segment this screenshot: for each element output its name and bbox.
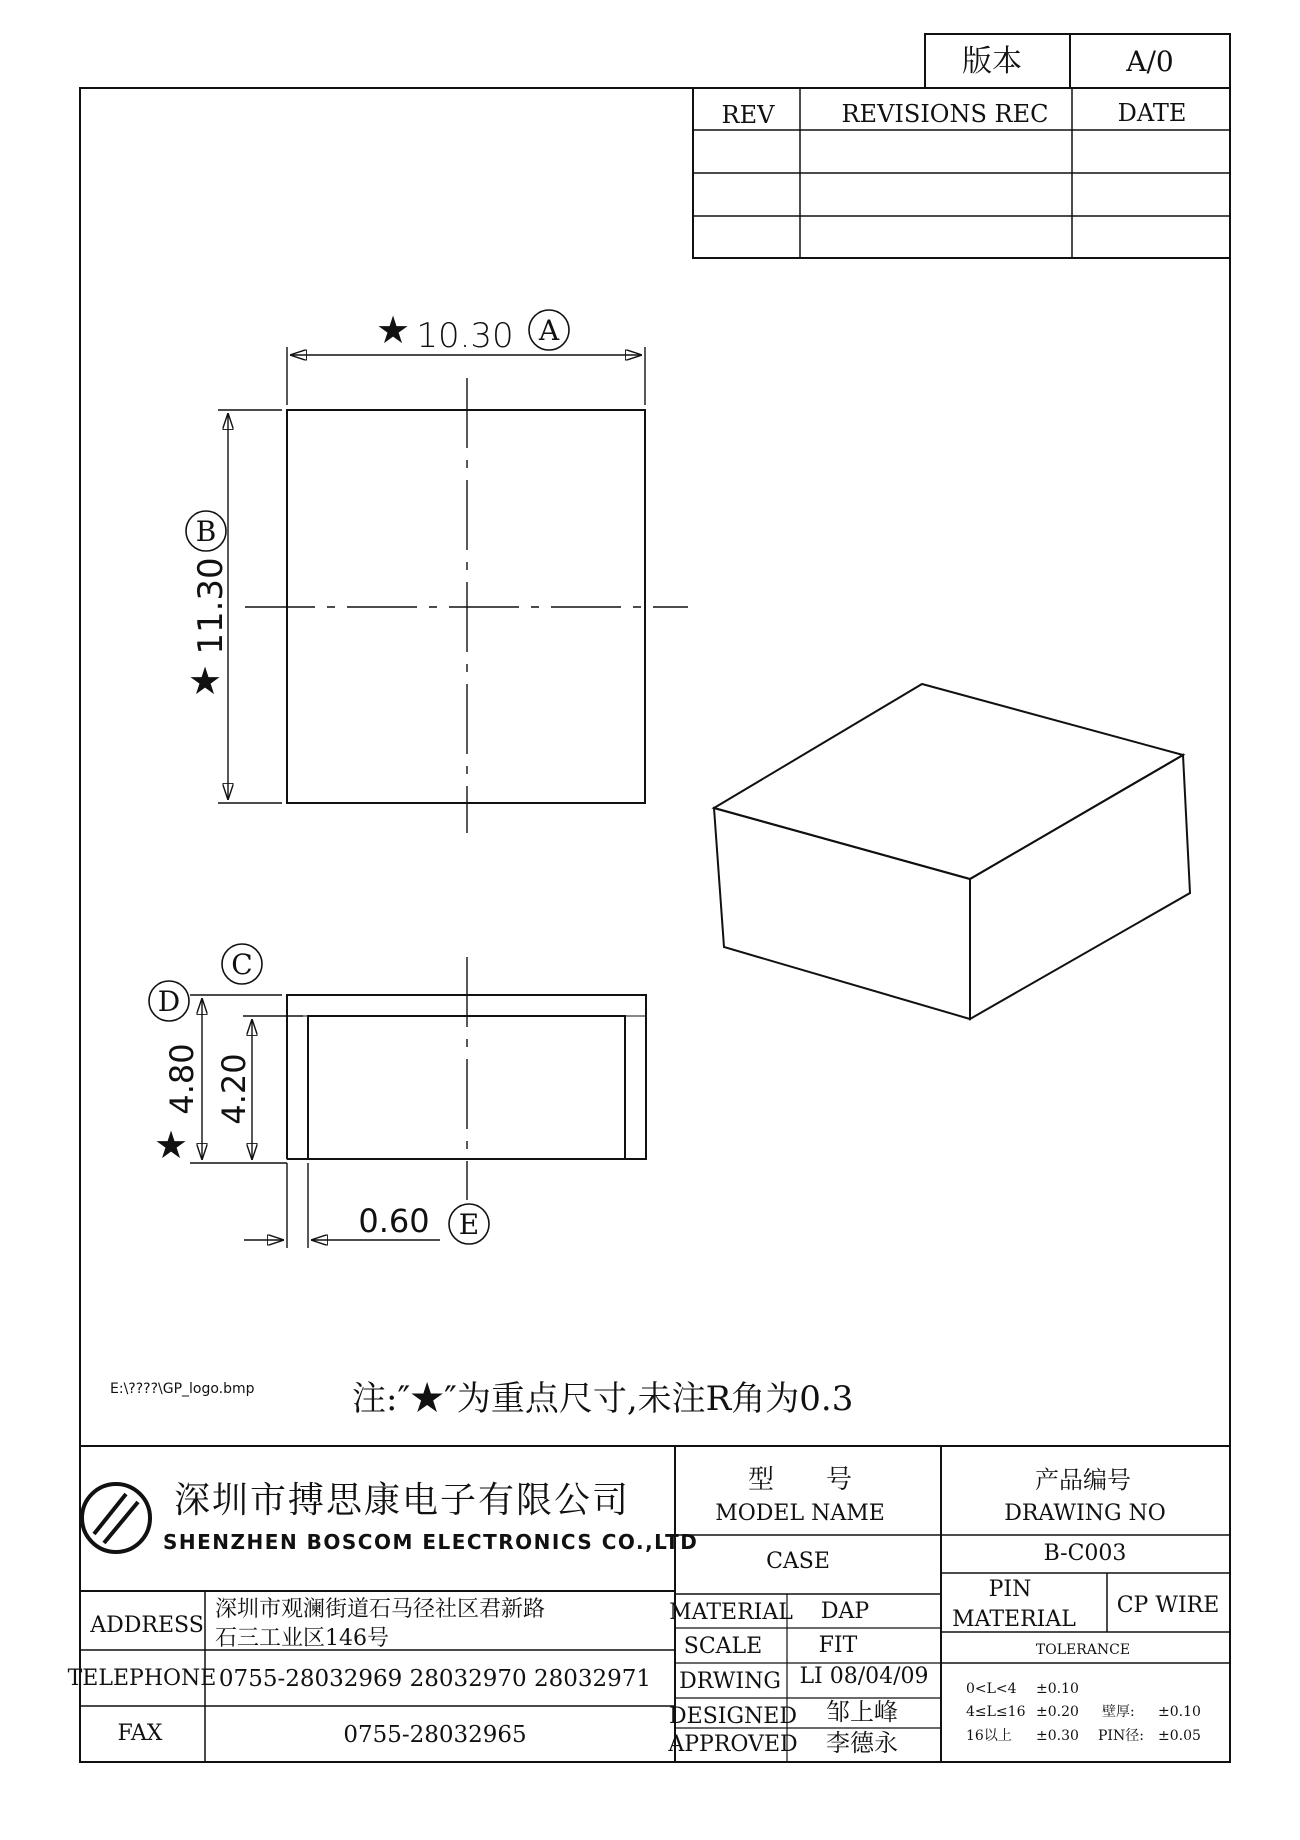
logo-path: E:\????\GP_logo.bmp [110, 1381, 255, 1397]
company-name-en: SHENZHEN BOSCOM ELECTRONICS CO.,LTD [163, 1530, 699, 1554]
model-name-value: CASE [766, 1549, 830, 1574]
wall-tolerance-value: ±0.10 [1158, 1704, 1201, 1720]
tolerance-range-1: 0<L<4 [966, 1681, 1017, 1697]
svg-text:E: E [458, 1208, 480, 1241]
section-view [149, 944, 646, 1248]
tolerance-range-2: 4≤L≤16 [966, 1704, 1026, 1720]
width-value: 10.30 [416, 316, 514, 356]
svg-text:C: C [231, 948, 253, 981]
tolerance-value-3: ±0.30 [1036, 1728, 1079, 1744]
wall-value: 0.60 [358, 1202, 430, 1240]
top-view [186, 308, 688, 833]
mark-e [449, 1204, 489, 1244]
outer-depth-star: ★ [153, 1123, 189, 1167]
scale-label: SCALE [683, 1634, 763, 1659]
address-line-2: 石三工业区146号 [215, 1626, 389, 1651]
address-line-1: 深圳市观澜街道石马径社区君新路 [215, 1597, 546, 1622]
wall-tolerance-label: 壁厚: [1102, 1704, 1135, 1720]
pin-material-label-1: PIN [988, 1577, 1032, 1602]
svg-text:A: A [538, 314, 560, 347]
approved-value: 李德永 [826, 1729, 898, 1757]
material-label: MATERIAL [669, 1600, 793, 1625]
telephone-value: 0755-28032969 28032970 28032971 [218, 1666, 652, 1692]
company-name-cn: 深圳市搏思康电子有限公司 [174, 1480, 631, 1521]
revisions-rec-header: REVISIONS REC [841, 100, 1049, 128]
version-block [925, 34, 1230, 88]
height-value: 11.30 [191, 557, 231, 655]
drawing-label: DRWING [679, 1669, 781, 1694]
inner-depth-value: 4.20 [215, 1053, 253, 1125]
rev-header: REV [721, 101, 775, 129]
drawing-no-en: DRAWING NO [1004, 1501, 1166, 1526]
address-label: ADDRESS [90, 1613, 204, 1638]
tolerance-value-2: ±0.20 [1036, 1704, 1079, 1720]
mark-b [186, 511, 226, 551]
drawing-no-cn: 产品编号 [1035, 1466, 1131, 1494]
model-name-en: MODEL NAME [715, 1501, 885, 1526]
title-block [68, 1446, 1230, 1762]
height-star: ★ [187, 659, 223, 703]
scale-value: FIT [818, 1633, 858, 1658]
telephone-label: TELEPHONE [67, 1666, 217, 1691]
tolerance-range-3: 16以上 [966, 1728, 1012, 1744]
outer-depth-value: 4.80 [163, 1043, 201, 1115]
svg-text:D: D [157, 985, 181, 1018]
tolerance-label: TOLERANCE [1035, 1642, 1131, 1658]
mark-a [529, 310, 569, 350]
pin-material-value: CP WIRE [1116, 1593, 1220, 1618]
isometric-view [714, 684, 1190, 1019]
drawing-no-value: B-C003 [1043, 1541, 1127, 1566]
tolerance-value-1: ±0.10 [1036, 1681, 1079, 1697]
fax-label: FAX [117, 1721, 163, 1746]
drawing-value: LI 08/04/09 [799, 1664, 929, 1689]
width-star: ★ [375, 308, 411, 352]
date-header: DATE [1117, 99, 1187, 127]
svg-text:B: B [195, 515, 217, 548]
revision-table [693, 88, 1230, 258]
note: 注:″★″为重点尺寸,未注R角为0.3 [352, 1379, 854, 1419]
mark-c [222, 944, 262, 984]
pin-material-label-2: MATERIAL [952, 1607, 1076, 1632]
fax-value: 0755-28032965 [343, 1722, 527, 1748]
version-value: A/0 [1126, 45, 1174, 78]
material-value: DAP [820, 1599, 870, 1624]
company-logo [82, 1484, 150, 1552]
approved-label: APPROVED [668, 1732, 798, 1757]
pin-tolerance-label: PIN径: [1098, 1728, 1144, 1744]
designed-label: DESIGNED [669, 1704, 797, 1729]
mark-d [149, 981, 189, 1021]
pin-tolerance-value: ±0.05 [1158, 1728, 1201, 1744]
designed-value: 邹上峰 [826, 1698, 898, 1726]
version-label: 版本 [962, 44, 1022, 79]
model-name-cn: 型 号 [747, 1465, 853, 1495]
